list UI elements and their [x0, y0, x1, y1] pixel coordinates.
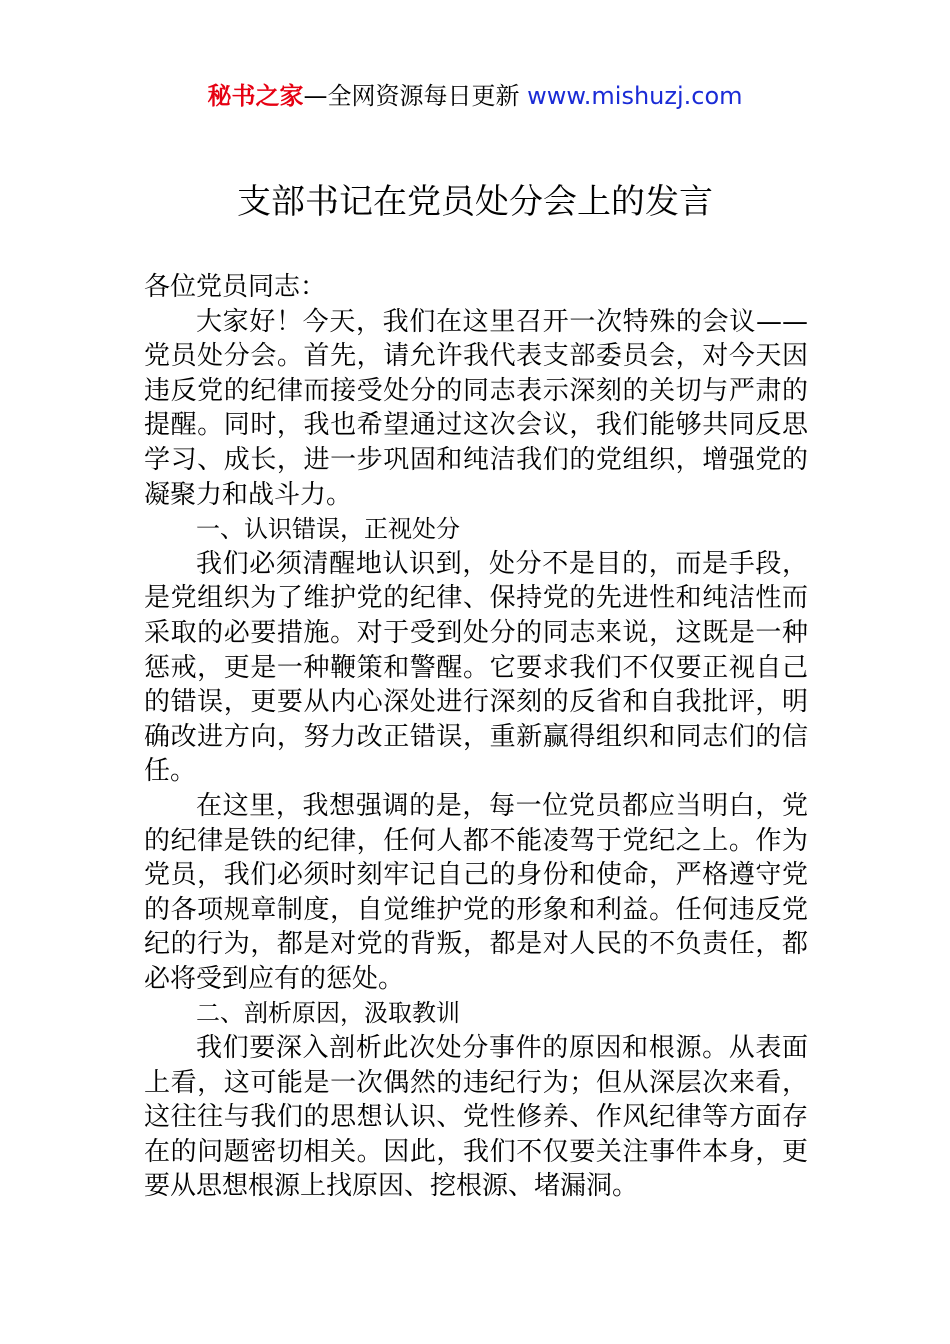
- document-body: [144, 270, 808, 1204]
- paragraph-section2-a: 我们要深入剖析此次处分事件的原因和根源。从表面上看，这可能是一次偶然的违纪行为；但从深层次来看，这往往与我们的思想认识、党性修养、作风纪律等方面存在的问题密切相关。因此，我们不仅要关注事件本身，更要从思想根源上找原因、挖根源、堵漏洞。: [144, 1033, 808, 1202]
- site-url-link[interactable]: www.mishuzj.com: [527, 82, 743, 110]
- paragraph-section1-a: 我们必须清醒地认识到，处分不是目的，而是手段，是党组织为了维护党的纪律、保持党的先进性和纯洁性而采取的必要措施。对于受到处分的同志来说，这既是一种惩戒，更是一种鞭策和警醒。它要求我们不仅要正视自己的错误，更要从内心深处进行深刻的反省和自我批评，明确改进方向，努力改正错误，重新赢得组织和同志们的信任。: [144, 548, 808, 787]
- greeting: 各位党员同志：: [144, 272, 327, 302]
- section-heading-2: 二、剖析原因，汲取教训: [196, 999, 460, 1028]
- section-heading-1: 一、认识错误，正视处分: [196, 515, 460, 544]
- site-banner: [0, 80, 950, 112]
- brand-name: 秘书之家: [207, 82, 304, 110]
- paragraph-intro: 大家好！今天，我们在这里召开一次特殊的会议——党员处分会。首先，请允许我代表支部委员会，对今天因违反党的纪律而接受处分的同志表示深刻的关切与严肃的提醒。同时，我也希望通过这次会议，我们能够共同反思学习、成长，进一步巩固和纯洁我们的党组织，增强党的凝聚力和战斗力。: [144, 306, 808, 510]
- paragraph-section1-b: 在这里，我想强调的是，每一位党员都应当明白，党的纪律是铁的纪律，任何人都不能凌驾于党纪之上。作为党员，我们必须时刻牢记自己的身份和使命，严格遵守党的各项规章制度，自觉维护党的形象和利益。任何违反党纪的行为，都是对党的背叛，都是对人民的不负责任，都必将受到应有的惩处。: [144, 790, 808, 994]
- banner-tagline: —全网资源每日更新: [303, 82, 528, 110]
- document-title: 支部书记在党员处分会上的发言: [237, 182, 713, 222]
